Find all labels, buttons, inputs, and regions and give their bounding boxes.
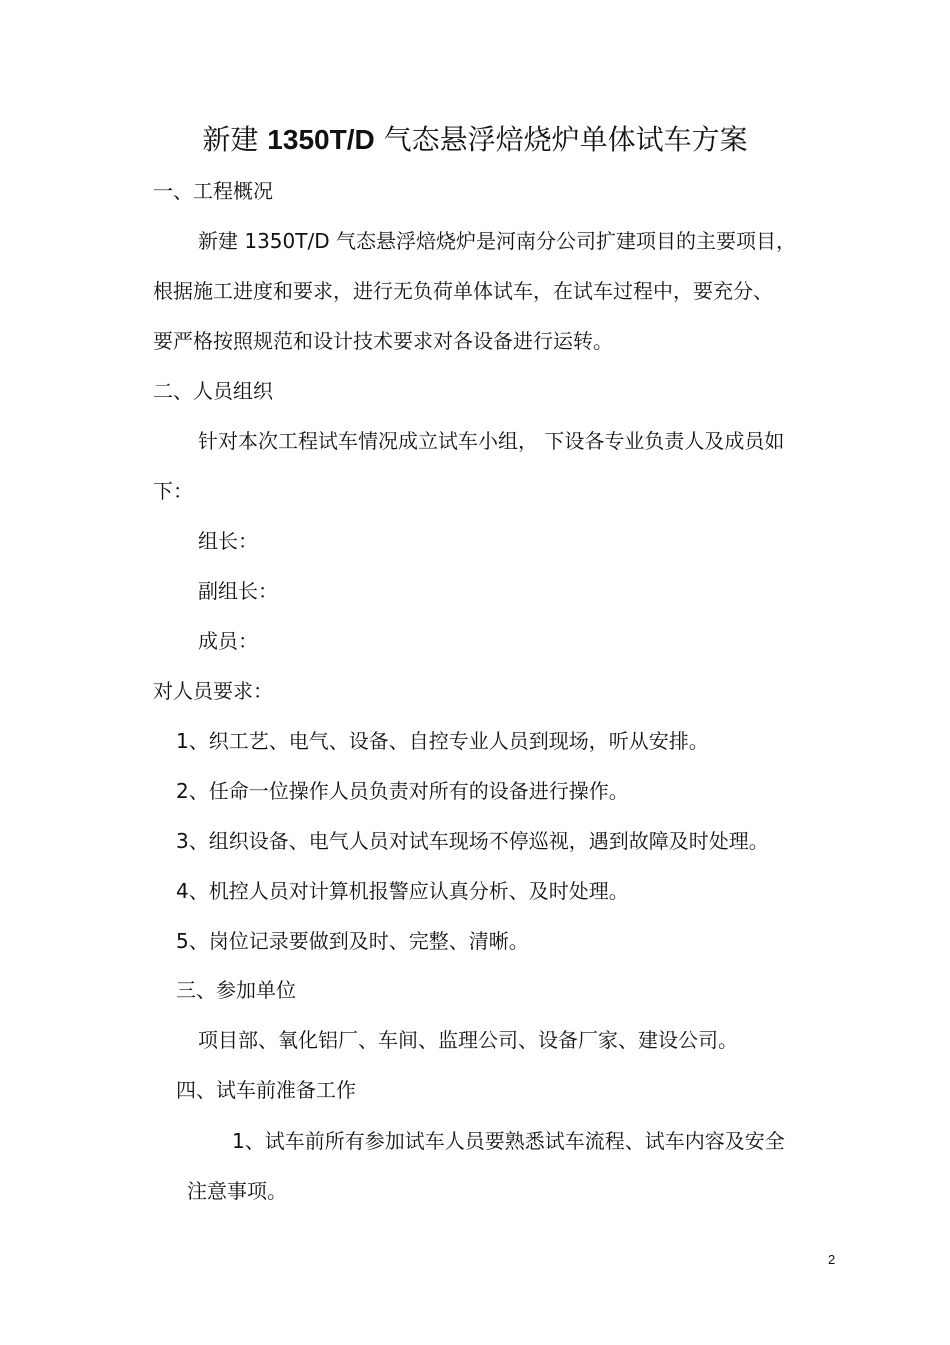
section-1-paragraph-line-3: 要严格按照规范和设计技术要求对各设备进行运转。 bbox=[153, 329, 613, 353]
section-2-heading: 二、人员组织 bbox=[153, 379, 273, 403]
members-label: 成员： bbox=[198, 629, 258, 653]
section-3-paragraph: 项目部、氧化铝厂、车间、监理公司、设备厂家、建设公司。 bbox=[198, 1028, 738, 1052]
page-number: 2 bbox=[828, 1252, 836, 1267]
section-1-paragraph-line-1: 新建 1350T/D 气态悬浮焙烧炉是河南分公司扩建项目的主要项目， bbox=[198, 229, 796, 253]
title-suffix: 气态悬浮焙烧炉单体试车方案 bbox=[374, 123, 748, 156]
section-1-paragraph-line-2: 根据施工进度和要求，进行无负荷单体试车，在试车过程中，要充分、 bbox=[153, 279, 773, 303]
requirement-item-4: 4、机控人员对计算机报警应认真分析、及时处理。 bbox=[176, 879, 629, 903]
section-2-paragraph-line-2: 下： bbox=[153, 479, 193, 503]
section-4-heading: 四、试车前准备工作 bbox=[176, 1078, 356, 1102]
deputy-leader-label: 副组长： bbox=[198, 579, 278, 603]
title-prefix: 新建 bbox=[202, 123, 268, 156]
requirement-item-2: 2、任命一位操作人员负责对所有的设备进行操作。 bbox=[176, 779, 629, 803]
section-3-heading: 三、参加单位 bbox=[176, 978, 296, 1002]
section-2-paragraph-line-1: 针对本次工程试车情况成立试车小组， 下设各专业负责人及成员如 bbox=[198, 429, 785, 453]
section-4-item-1-continuation: 注意事项。 bbox=[187, 1179, 287, 1203]
section-1-heading: 一、工程概况 bbox=[153, 179, 273, 203]
leader-label: 组长： bbox=[198, 529, 258, 553]
requirements-heading: 对人员要求： bbox=[153, 679, 273, 703]
section-4-item-1: 1、试车前所有参加试车人员要熟悉试车流程、试车内容及安全 bbox=[232, 1129, 785, 1153]
requirement-item-5: 5、岗位记录要做到及时、完整、清晰。 bbox=[176, 929, 529, 953]
requirement-item-1: 1、织工艺、电气、设备、自控专业人员到现场，听从安排。 bbox=[176, 729, 709, 753]
title-code: 1350T/D bbox=[267, 124, 375, 155]
document-title bbox=[0, 118, 950, 162]
requirement-item-3: 3、组织设备、电气人员对试车现场不停巡视，遇到故障及时处理。 bbox=[176, 829, 769, 853]
